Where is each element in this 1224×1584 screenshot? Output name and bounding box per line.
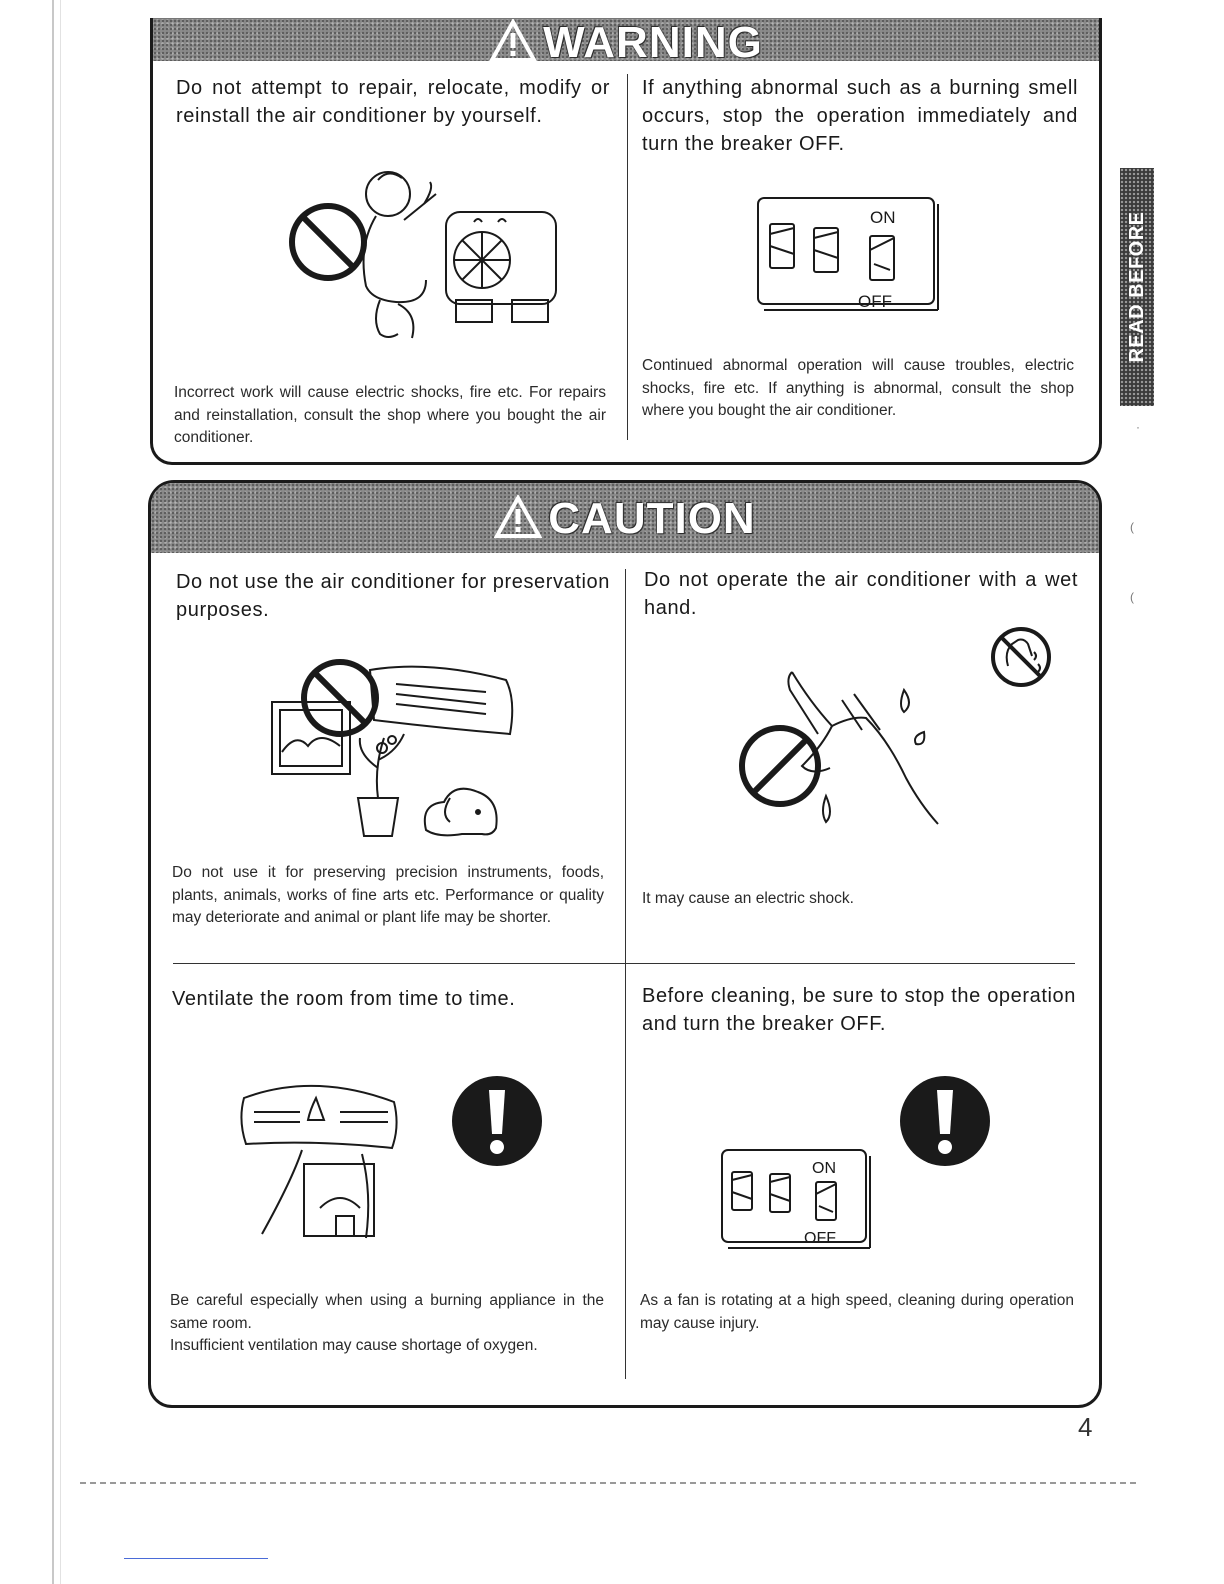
warning-abnormal-note: Continued abnormal operation will cause troubles, electric shocks, fire etc. If anything is abnormal, consult the shop where you bought the air conditioner. bbox=[642, 357, 1074, 419]
caution-cleaning-heading: Before cleaning, be sure to stop the operation and turn the breaker OFF. bbox=[642, 985, 1076, 1035]
caution-ventilate-note-2: Insufficient ventilation may cause shortage of oxygen. bbox=[170, 1337, 538, 1354]
caution-wet-hand-note: It may cause an electric shock. bbox=[642, 890, 854, 907]
caution-triangle-icon bbox=[494, 495, 542, 539]
wet-hand-illustration bbox=[734, 666, 946, 834]
caution-title: CAUTION bbox=[548, 494, 756, 543]
person-repairing-ac-illustration bbox=[286, 160, 566, 346]
caution-ventilate-heading: Ventilate the room from time to time. bbox=[172, 988, 516, 1010]
mandatory-action-icon bbox=[450, 1074, 544, 1168]
side-tab-label: READ BEFORE bbox=[1126, 211, 1148, 363]
mandatory-action-icon bbox=[898, 1074, 992, 1168]
switch-on-label: ON bbox=[812, 1160, 836, 1177]
preservation-illustration bbox=[266, 648, 536, 840]
ventilation-illustration bbox=[240, 1078, 402, 1240]
warning-repair-note: Incorrect work will cause electric shocks, fire etc. For repairs and reinstallation, consult the shop where you bought the air conditioner. bbox=[174, 384, 606, 446]
scan-speck: ( bbox=[1130, 520, 1134, 534]
warning-triangle-icon bbox=[489, 19, 537, 63]
scan-speck: · bbox=[1136, 420, 1140, 434]
no-wet-hands-icon bbox=[986, 624, 1056, 690]
caution-ventilate-note-1: Be careful especially when using a burning appliance in the same room. bbox=[170, 1292, 604, 1332]
switch-off-label: OFF bbox=[804, 1230, 836, 1247]
switch-on-label: ON bbox=[870, 208, 896, 227]
column-divider bbox=[627, 74, 628, 440]
warning-abnormal-heading: If anything abnormal such as a burning smell occurs, stop the operation immediately and turn the breaker OFF. bbox=[642, 77, 1078, 155]
caution-preservation-note: Do not use it for preserving precision instruments, foods, plants, animals, works of fine arts etc. Performance or quality may deteriorate and animal or plant life may be shorter. bbox=[172, 864, 604, 926]
caution-preservation-heading: Do not use the air conditioner for preservation purposes. bbox=[176, 571, 610, 621]
warning-title: WARNING bbox=[543, 18, 763, 67]
caution-ventilate-note bbox=[170, 1290, 604, 1358]
caution-cleaning-note: As a fan is rotating at a high speed, cleaning during operation may cause injury. bbox=[640, 1292, 1074, 1332]
switch-off-label: OFF bbox=[858, 292, 892, 311]
warning-repair-heading: Do not attempt to repair, relocate, modify or reinstall the air conditioner by yourself. bbox=[176, 77, 610, 127]
column-divider bbox=[625, 569, 626, 1379]
page-number: 4 bbox=[1078, 1412, 1093, 1442]
scan-edge-inner bbox=[60, 0, 61, 1584]
scan-speck: ( bbox=[1130, 590, 1134, 604]
footer-underline bbox=[124, 1558, 268, 1559]
caution-wet-hand-heading: Do not operate the air conditioner with a wet hand. bbox=[644, 569, 1078, 619]
caution-banner bbox=[151, 483, 1099, 553]
scan-edge bbox=[52, 0, 54, 1584]
breaker-switch-illustration bbox=[756, 194, 940, 318]
breaker-switch-illustration bbox=[720, 1146, 874, 1252]
page-bottom-rule bbox=[80, 1482, 1136, 1484]
row-divider bbox=[173, 963, 1075, 964]
warning-banner bbox=[153, 18, 1099, 67]
